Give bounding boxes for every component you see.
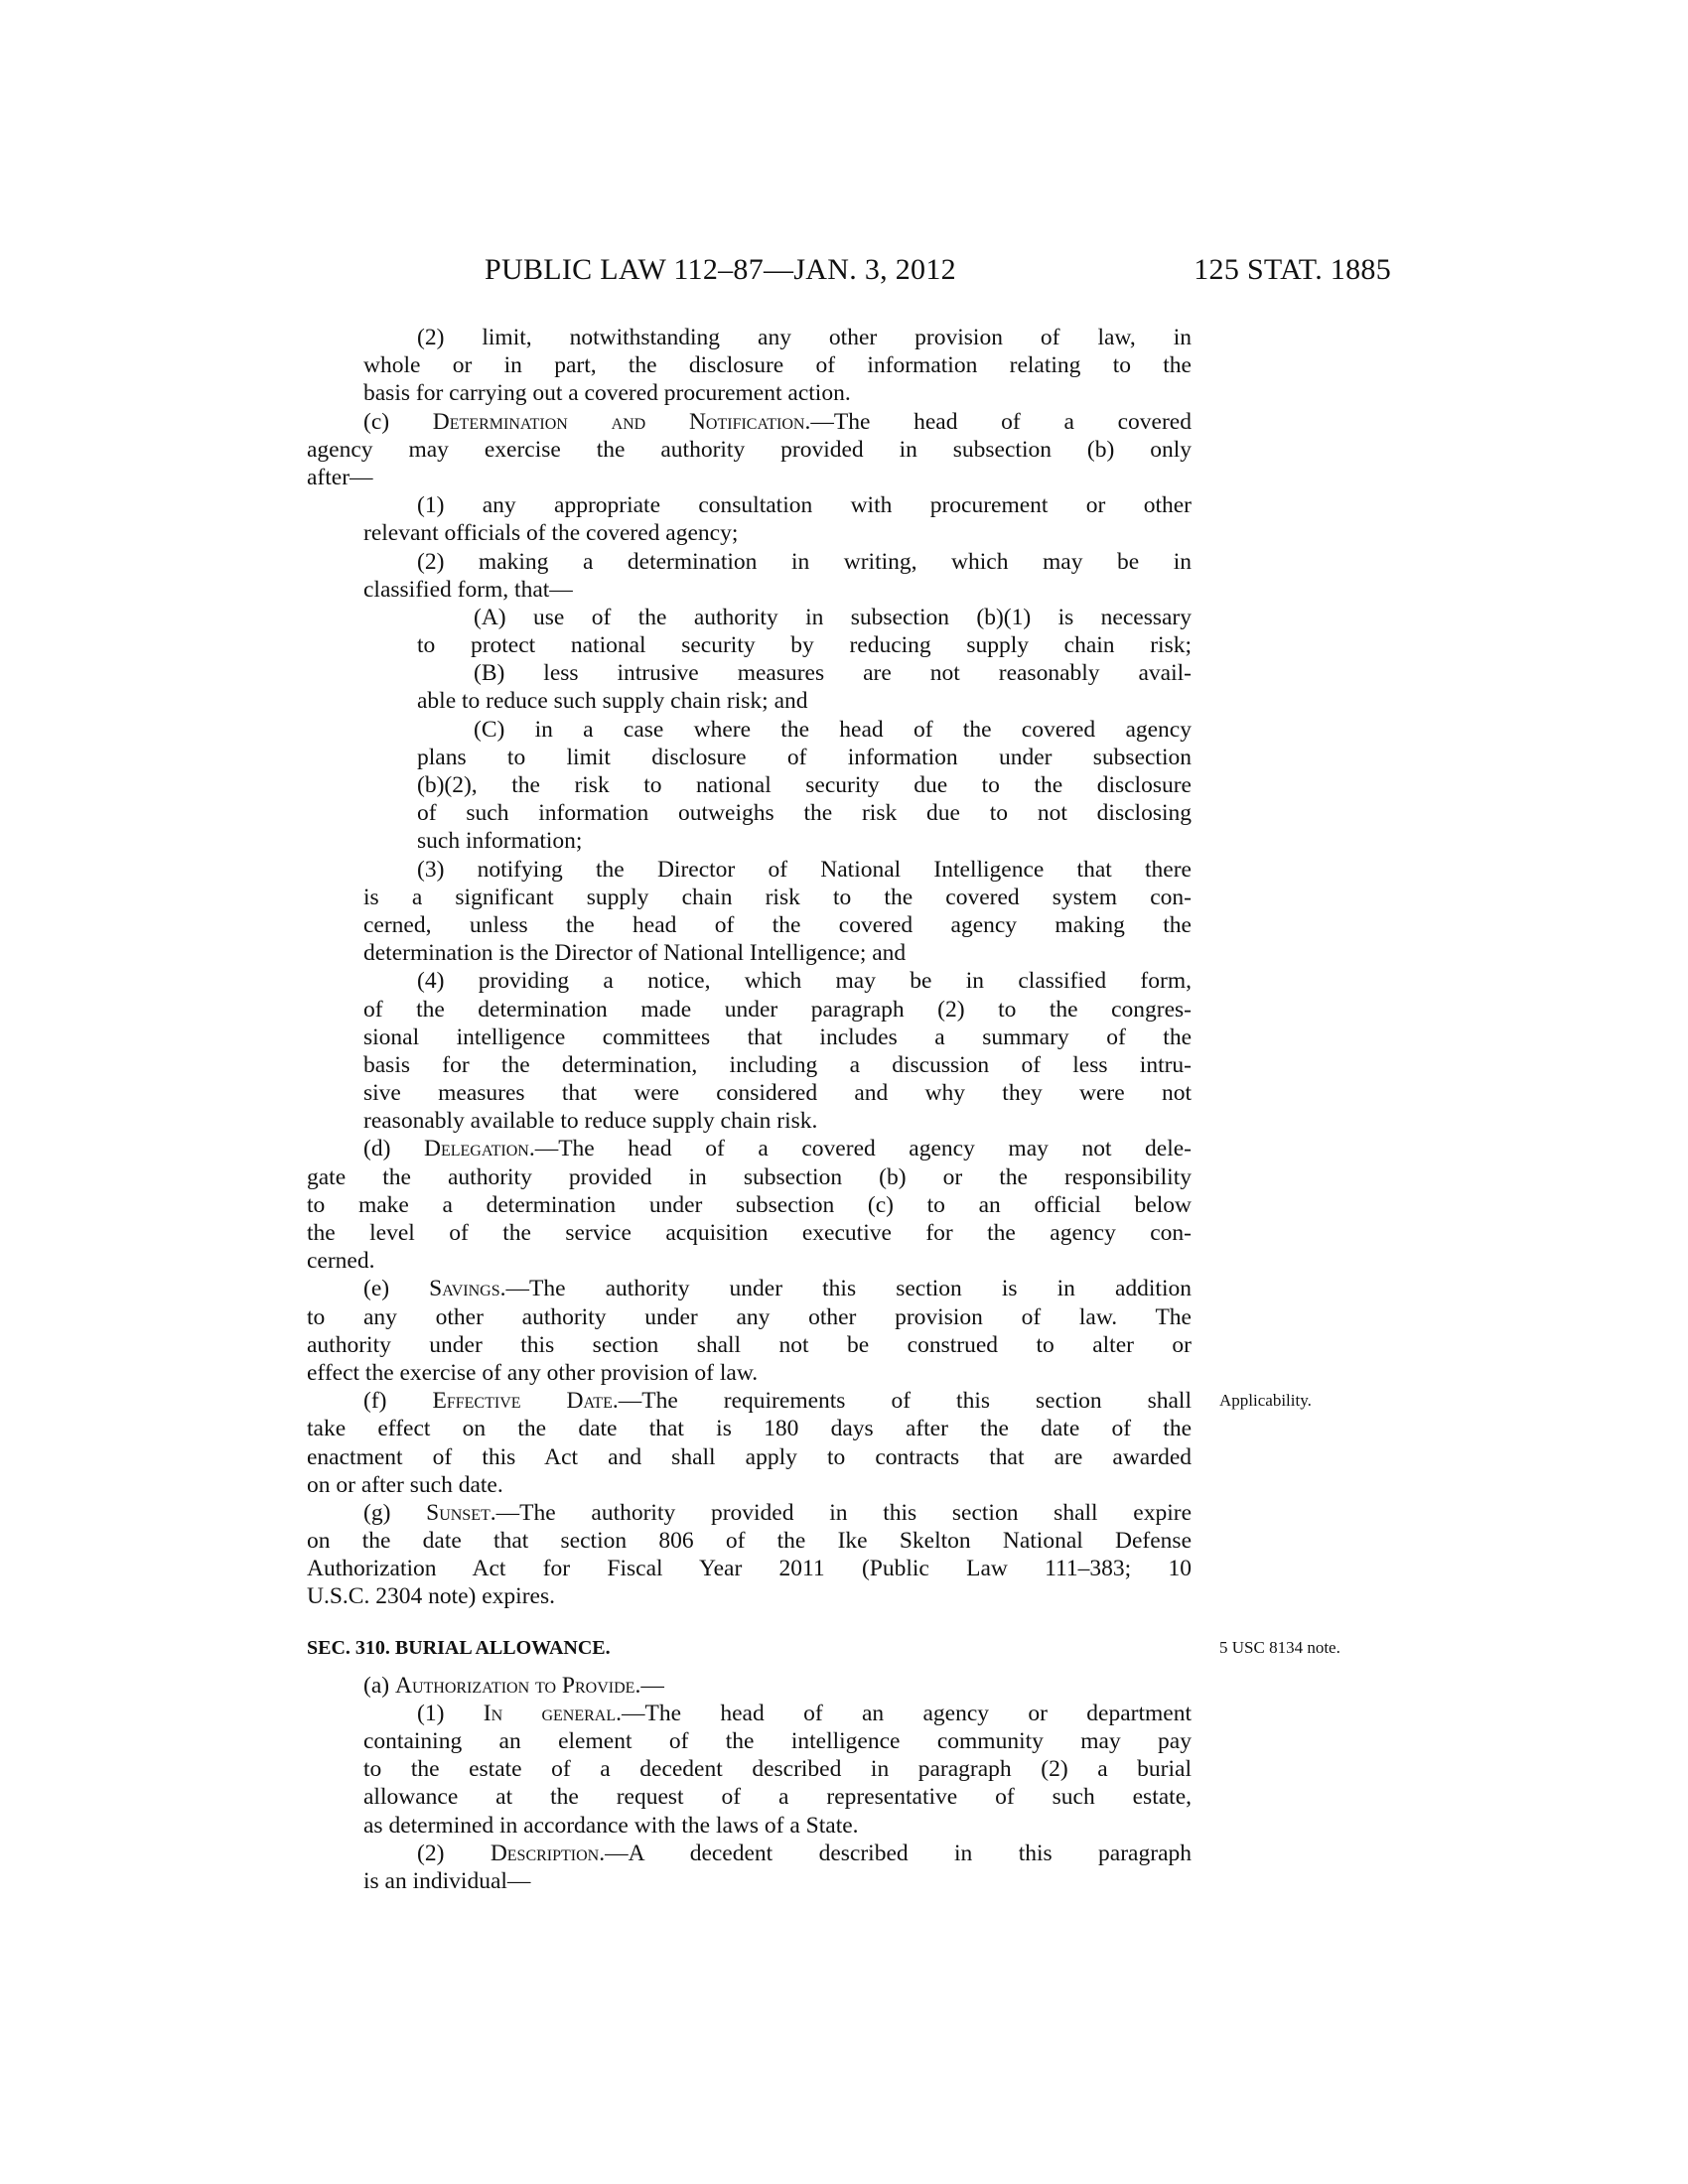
- margin-note-applicability: Applicability.: [1219, 1391, 1312, 1411]
- text-line: to any other authority under any other provision of law. The: [307, 1303, 1192, 1330]
- text-line: on the date that section 806 of the Ike Skelton National Defense: [307, 1528, 1192, 1555]
- text-line: is a significant supply chain risk to the covered system con-: [363, 884, 1192, 910]
- subsection-heading-c: [307, 408, 1192, 436]
- text-line: relevant officials of the covered agency;: [363, 520, 739, 547]
- text-line: basis for carrying out a covered procurement action.: [363, 380, 851, 407]
- heading: Description.: [490, 1840, 606, 1866]
- text-line: whole or in part, the disclosure of information relating to the: [363, 352, 1192, 379]
- heading: Delegation.: [423, 1136, 535, 1162]
- paragraph-heading-1: [307, 1700, 1192, 1727]
- text: (a): [363, 1672, 395, 1699]
- text: —The authority provided in this section shall expire: [495, 1499, 1192, 1526]
- text-line: enactment of this Act and shall apply to contracts that are awarded: [307, 1443, 1192, 1470]
- text: —The head of a covered agency may not dele-: [534, 1136, 1193, 1162]
- subsection-heading-d: [307, 1135, 1192, 1162]
- text-line: classified form, that—: [363, 576, 573, 603]
- section-title: SEC. 310. BURIAL ALLOWANCE.: [307, 1636, 611, 1659]
- subsection-heading-f: [307, 1387, 1312, 1415]
- subsection-heading-e: [307, 1275, 1192, 1302]
- text-line: (2) limit, notwithstanding any other provision of law, in: [417, 325, 1192, 350]
- subsection-heading-a: [307, 1672, 1192, 1700]
- text-line: of such information outweighs the risk due to not disclosing: [417, 800, 1192, 827]
- heading: Authorization to Provide.: [394, 1672, 641, 1699]
- text: (d): [363, 1136, 424, 1162]
- text-line: as determined in accordance with the laws of a State.: [363, 1812, 859, 1839]
- text: —A decedent described in this paragraph: [605, 1840, 1192, 1866]
- text: (f): [363, 1388, 433, 1415]
- heading: Savings.: [429, 1276, 506, 1302]
- text-line: cerned, unless the head of the covered agency making the: [363, 911, 1192, 938]
- text-line: allowance at the request of a representative of such estate,: [363, 1784, 1192, 1811]
- text-line: to protect national security by reducing supply chain risk;: [417, 632, 1192, 659]
- text-line: sive measures that were considered and why they were not: [363, 1080, 1192, 1107]
- text-line: (b)(2), the risk to national security due to the disclosure: [417, 772, 1192, 798]
- text-line: is an individual—: [363, 1867, 531, 1894]
- text-line: gate the authority provided in subsection (b) or the responsibility: [307, 1163, 1192, 1190]
- text-line: (4) providing a notice, which may be in classified form,: [417, 968, 1192, 995]
- text: —The requirements of this section shall: [618, 1388, 1192, 1415]
- text-line: authority under this section shall not be construed to alter or: [307, 1331, 1192, 1358]
- heading: In general.: [483, 1700, 622, 1726]
- text-line: able to reduce such supply chain risk; and: [417, 688, 808, 715]
- running-head-title: PUBLIC LAW 112–87—JAN. 3, 2012: [485, 253, 956, 286]
- text: —The head of an agency or department: [622, 1700, 1192, 1726]
- text-line: (C) in a case where the head of the covered agency: [474, 716, 1192, 743]
- text-line: such information;: [417, 828, 583, 855]
- margin-note-usc: 5 USC 8134 note.: [1219, 1637, 1340, 1657]
- text: (e): [363, 1276, 430, 1302]
- text-line: reasonably available to reduce supply chain risk.: [363, 1108, 818, 1135]
- text-line: (3) notifying the Director of National Intelligence that there: [417, 856, 1192, 883]
- text-line: the level of the service acquisition executive for the agency con-: [307, 1220, 1192, 1246]
- text-line: (2) making a determination in writing, which may be in: [417, 548, 1192, 575]
- text: —The authority under this section is in addition: [505, 1276, 1192, 1302]
- text-line: U.S.C. 2304 note) expires.: [307, 1583, 555, 1610]
- text: (1): [417, 1700, 484, 1726]
- text-line: (B) less intrusive measures are not reasonably avail-: [474, 660, 1192, 687]
- text-line: determination is the Director of National Intelligence; and: [363, 940, 907, 967]
- section-heading: [307, 1634, 1340, 1672]
- text-line: effect the exercise of any other provision of law.: [307, 1359, 759, 1386]
- subsection-heading-g: [307, 1499, 1192, 1527]
- text-line: take effect on the date that is 180 days after the date of the: [307, 1416, 1192, 1442]
- heading: Determination and Notification.: [432, 408, 811, 435]
- text: (2): [417, 1840, 491, 1866]
- text-line: agency may exercise the authority provided in subsection (b) only: [307, 436, 1192, 463]
- paragraph-heading-2: [307, 1840, 1192, 1867]
- text-line: (A) use of the authority in subsection (b)(1) is necessary: [474, 604, 1192, 630]
- text-line: on or after such date.: [307, 1471, 503, 1498]
- running-head-page: 125 STAT. 1885: [1194, 253, 1391, 286]
- text: —The head of a covered: [810, 408, 1192, 435]
- text-line: to make a determination under subsection (c) to an official below: [307, 1191, 1192, 1218]
- text: —: [640, 1672, 664, 1699]
- text-line: containing an element of the intelligence community may pay: [363, 1728, 1192, 1754]
- text-line: (1) any appropriate consultation with procurement or other: [417, 492, 1192, 519]
- document-body: [307, 324, 1340, 1895]
- text-line: plans to limit disclosure of information under subsection: [417, 744, 1192, 770]
- text-line: after—: [307, 464, 373, 490]
- text: (g): [363, 1499, 427, 1526]
- text-line: of the determination made under paragraph (2) to the congres-: [363, 996, 1192, 1023]
- heading: Effective Date.: [432, 1388, 619, 1415]
- text-line: Authorization Act for Fiscal Year 2011 (Public Law 111–383; 10: [307, 1556, 1192, 1582]
- text-line: to the estate of a decedent described in paragraph (2) a burial: [363, 1756, 1192, 1783]
- text-line: cerned.: [307, 1248, 375, 1275]
- text-line: basis for the determination, including a discussion of less intru-: [363, 1051, 1192, 1078]
- heading: Sunset.: [426, 1499, 496, 1526]
- text-line: sional intelligence committees that includes a summary of the: [363, 1024, 1192, 1050]
- text: (c): [363, 408, 433, 435]
